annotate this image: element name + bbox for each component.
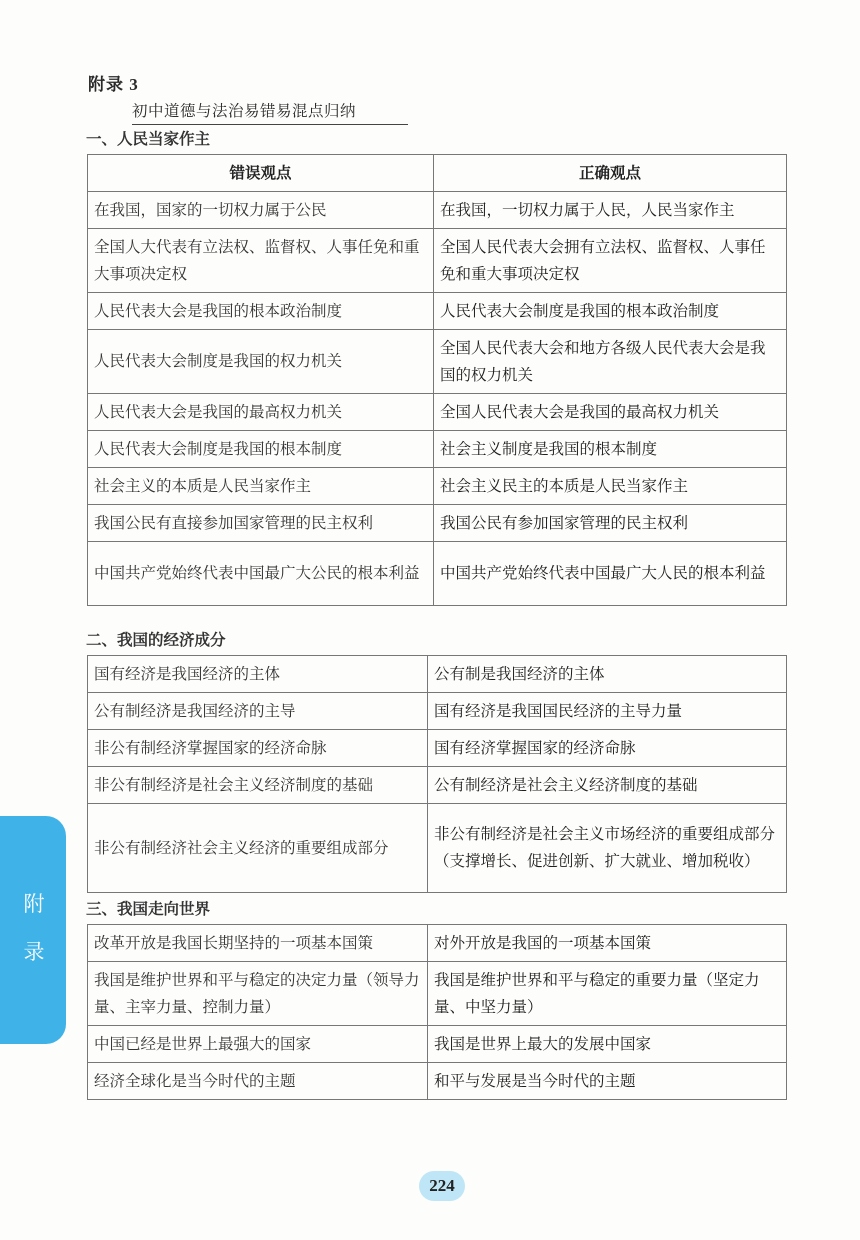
- wrong-view-cell: 非公有制经济掌握国家的经济命脉: [88, 730, 428, 767]
- correct-view-cell: 和平与发展是当今时代的主题: [428, 1063, 787, 1100]
- correct-view-cell: 非公有制经济是社会主义市场经济的重要组成部分（支撑增长、促进创新、扩大就业、增加税收）: [428, 804, 787, 893]
- table-row: [88, 693, 787, 730]
- table-row: [88, 431, 787, 468]
- table-row: [88, 293, 787, 330]
- table-header-row: [88, 155, 787, 192]
- correct-view-cell: 人民代表大会制度是我国的根本政治制度: [434, 293, 787, 330]
- wrong-view-cell: 人民代表大会制度是我国的权力机关: [88, 330, 434, 394]
- table-row: [88, 505, 787, 542]
- table-row: [88, 192, 787, 229]
- correct-view-cell: 全国人民代表大会和地方各级人民代表大会是我国的权力机关: [434, 330, 787, 394]
- comparison-table-world: [87, 924, 787, 1100]
- header-right: 正确观点: [434, 155, 787, 192]
- correct-view-cell: 公有制是我国经济的主体: [428, 656, 787, 693]
- wrong-view-cell: 中国已经是世界上最强大的国家: [88, 1026, 428, 1063]
- correct-view-cell: 我国是维护世界和平与稳定的重要力量（坚定力量、中坚力量）: [428, 962, 787, 1026]
- correct-view-cell: 我国公民有参加国家管理的民主权利: [434, 505, 787, 542]
- wrong-view-cell: 全国人大代表有立法权、监督权、人事任免和重大事项决定权: [88, 229, 434, 293]
- side-tab-char-1: 附: [23, 892, 45, 916]
- section-heading-economy: 二、我国的经济成分: [86, 631, 226, 649]
- appendix-label: 附录 3: [88, 75, 139, 94]
- correct-view-cell: 我国是世界上最大的发展中国家: [428, 1026, 787, 1063]
- wrong-view-cell: 人民代表大会是我国的最高权力机关: [88, 394, 434, 431]
- table-row: [88, 330, 787, 394]
- table-row: [88, 767, 787, 804]
- wrong-view-cell: 中国共产党始终代表中国最广大公民的根本利益: [88, 542, 434, 606]
- table-row: [88, 1026, 787, 1063]
- document-title: 初中道德与法治易错易混点归纳: [132, 99, 408, 125]
- correct-view-cell: 国有经济掌握国家的经济命脉: [428, 730, 787, 767]
- correct-view-cell: 全国人民代表大会拥有立法权、监督权、人事任免和重大事项决定权: [434, 229, 787, 293]
- correct-view-cell: 对外开放是我国的一项基本国策: [428, 925, 787, 962]
- wrong-view-cell: 非公有制经济是社会主义经济制度的基础: [88, 767, 428, 804]
- comparison-table-people: [87, 154, 787, 606]
- wrong-view-cell: 公有制经济是我国经济的主导: [88, 693, 428, 730]
- table-row: [88, 468, 787, 505]
- wrong-view-cell: 经济全球化是当今时代的主题: [88, 1063, 428, 1100]
- header-wrong: 错误观点: [88, 155, 434, 192]
- table-row: [88, 1063, 787, 1100]
- table-row: [88, 229, 787, 293]
- section-heading-world: 三、我国走向世界: [86, 900, 211, 918]
- page-number: 224: [419, 1171, 465, 1201]
- table-row: [88, 730, 787, 767]
- correct-view-cell: 公有制经济是社会主义经济制度的基础: [428, 767, 787, 804]
- correct-view-cell: 中国共产党始终代表中国最广大人民的根本利益: [434, 542, 787, 606]
- wrong-view-cell: 国有经济是我国经济的主体: [88, 656, 428, 693]
- table-row: [88, 656, 787, 693]
- wrong-view-cell: 改革开放是我国长期坚持的一项基本国策: [88, 925, 428, 962]
- table-row: [88, 542, 787, 606]
- wrong-view-cell: 我国公民有直接参加国家管理的民主权利: [88, 505, 434, 542]
- correct-view-cell: 在我国，一切权力属于人民，人民当家作主: [434, 192, 787, 229]
- wrong-view-cell: 非公有制经济社会主义经济的重要组成部分: [88, 804, 428, 893]
- table-row: [88, 394, 787, 431]
- correct-view-cell: 国有经济是我国国民经济的主导力量: [428, 693, 787, 730]
- side-tab-char-2: 录: [23, 940, 45, 964]
- wrong-view-cell: 人民代表大会是我国的根本政治制度: [88, 293, 434, 330]
- table-row: [88, 962, 787, 1026]
- correct-view-cell: 社会主义制度是我国的根本制度: [434, 431, 787, 468]
- correct-view-cell: 社会主义民主的本质是人民当家作主: [434, 468, 787, 505]
- correct-view-cell: 全国人民代表大会是我国的最高权力机关: [434, 394, 787, 431]
- wrong-view-cell: 社会主义的本质是人民当家作主: [88, 468, 434, 505]
- table-row: [88, 804, 787, 893]
- section-heading-people: 一、人民当家作主: [86, 130, 211, 148]
- table-row: [88, 925, 787, 962]
- wrong-view-cell: 在我国，国家的一切权力属于公民: [88, 192, 434, 229]
- wrong-view-cell: 我国是维护世界和平与稳定的决定力量（领导力量、主宰力量、控制力量）: [88, 962, 428, 1026]
- appendix-side-tab: [0, 816, 66, 1044]
- comparison-table-economy: [87, 655, 787, 893]
- wrong-view-cell: 人民代表大会制度是我国的根本制度: [88, 431, 434, 468]
